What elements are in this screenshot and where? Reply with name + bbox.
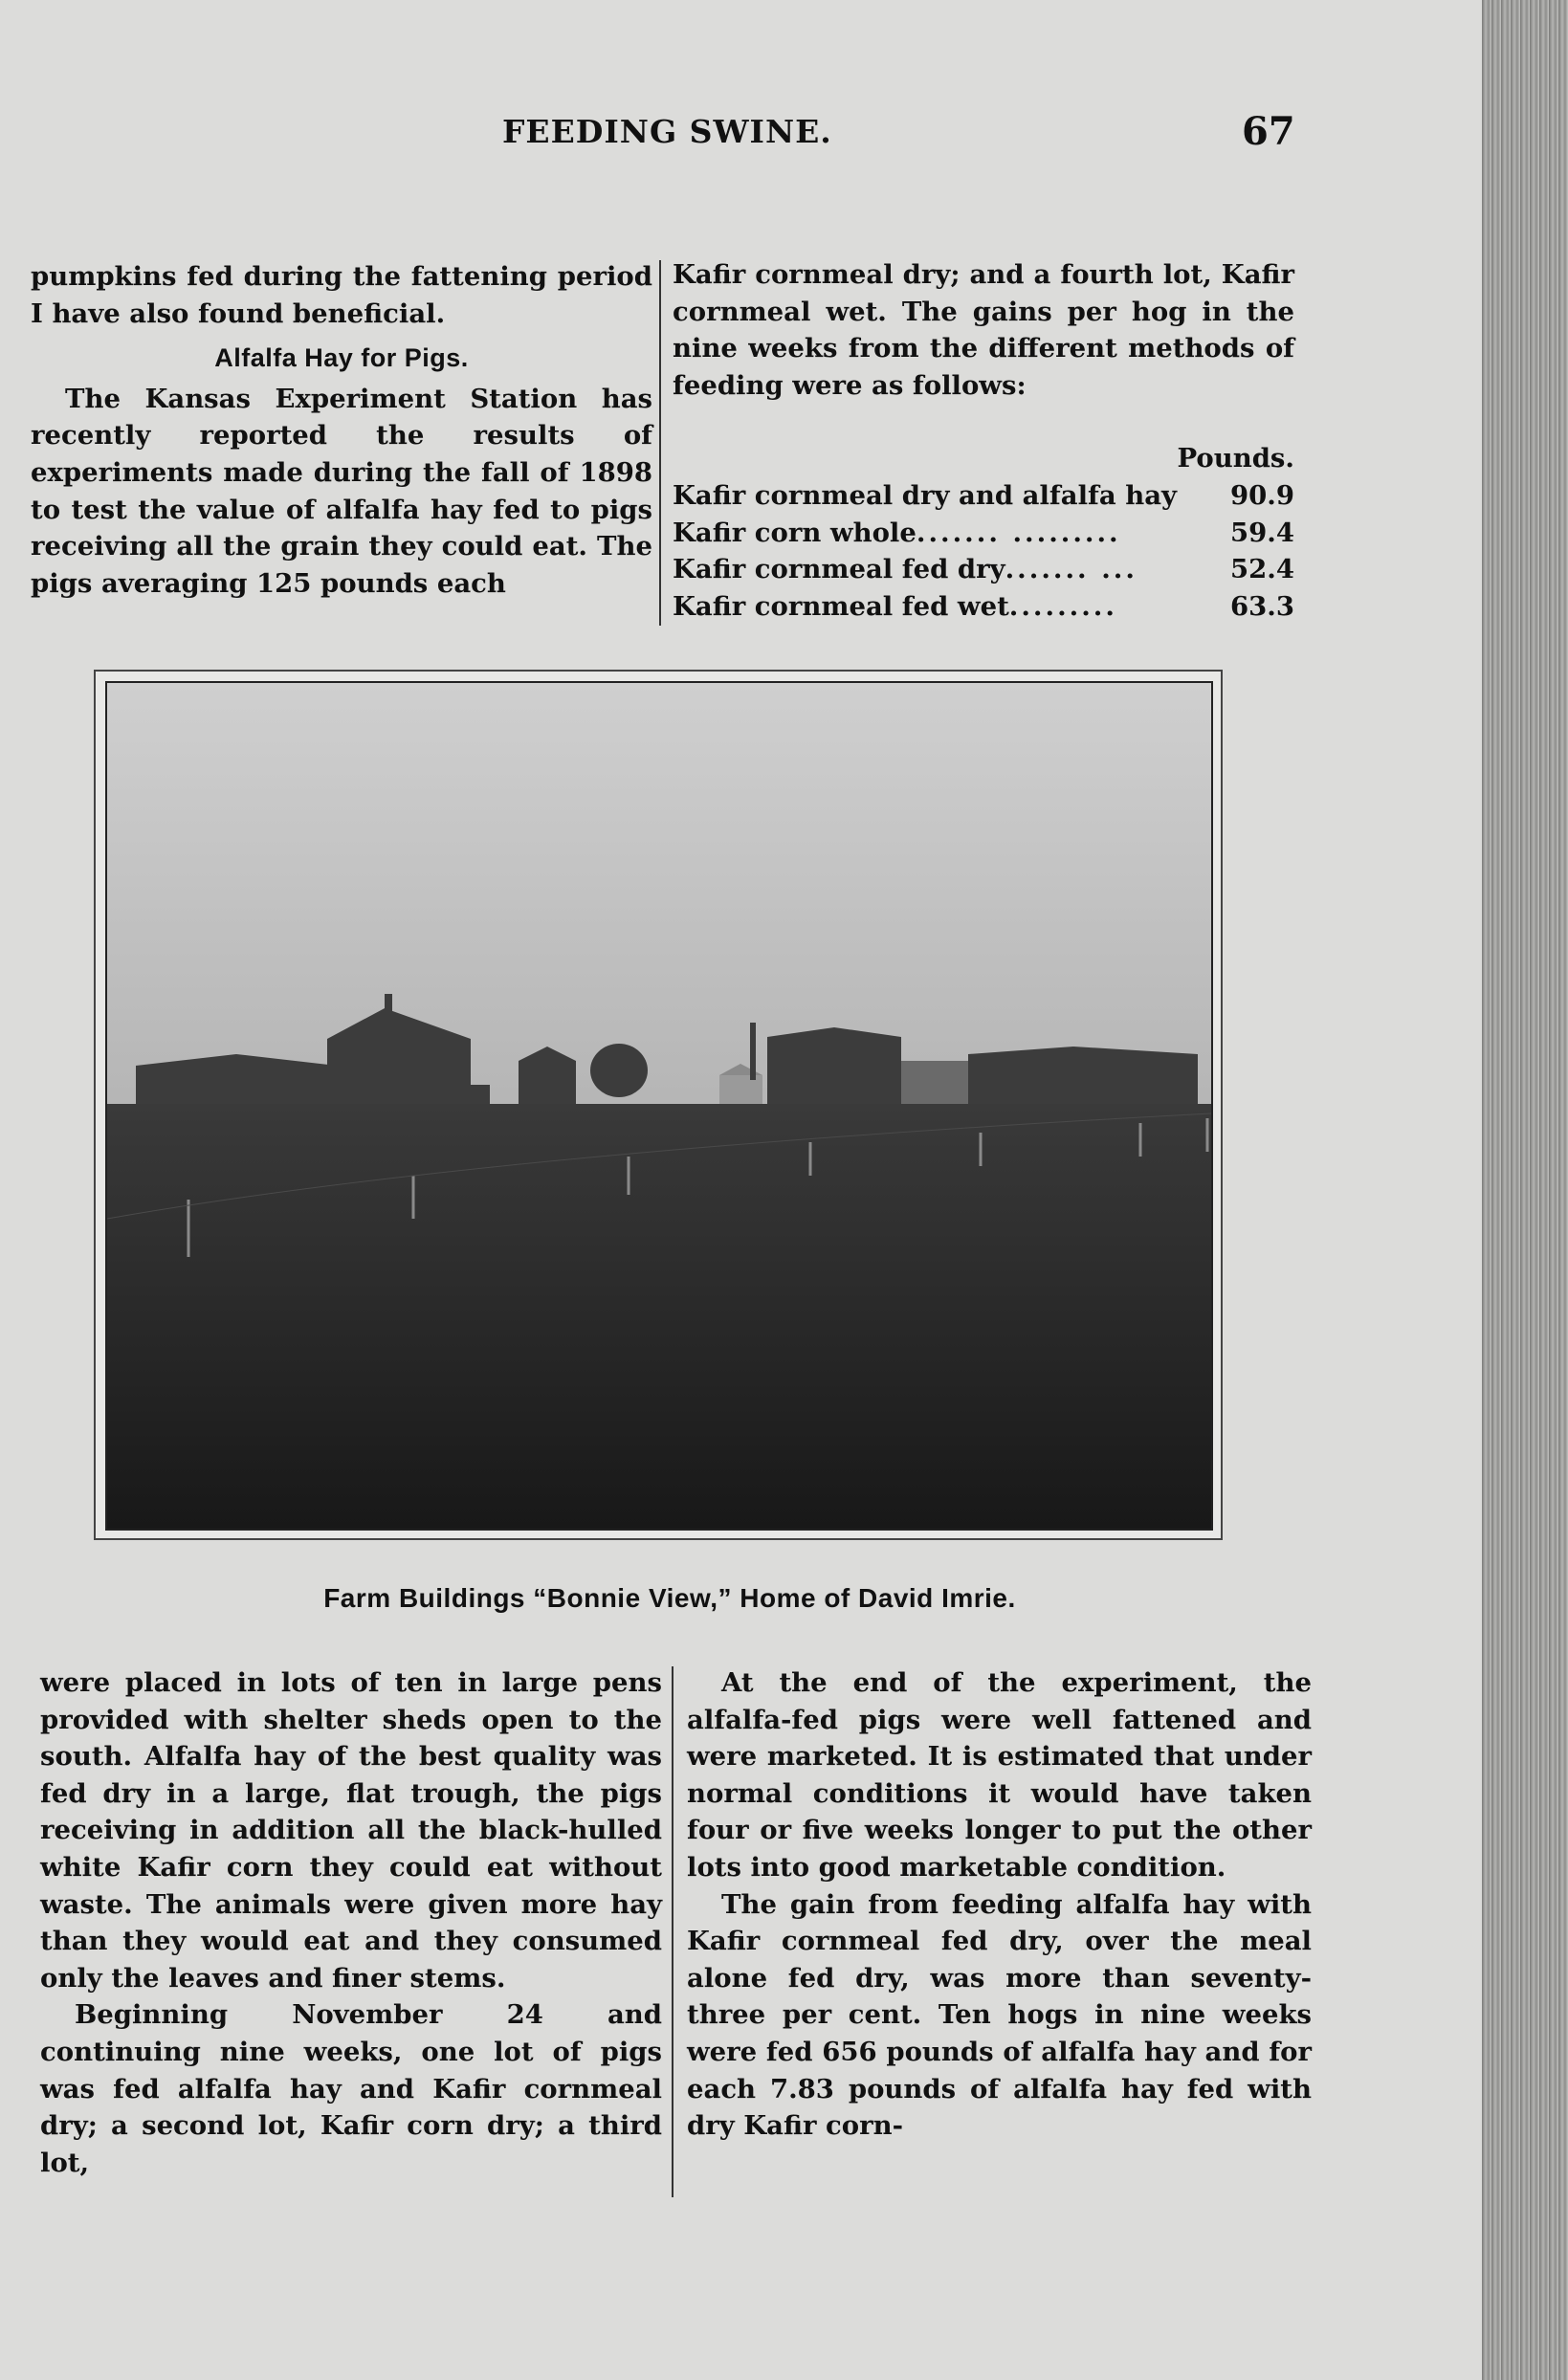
paragraph: At the end of the experiment, the alfalfa-fed pigs were well fattened and were marketed. It is estimated that under normal conditions it would have taken four or five weeks longer to put the other lots into good marketable condition.	[687, 1667, 1312, 1883]
paragraph: The Kansas Experiment Station has recently reported the results of experiments made during the fall of 1898 to test the value of alfalfa hay fed to pigs receiving all the grain they could eat. The pigs averaging 125 pounds each	[31, 383, 652, 599]
table-header: Pounds.	[1177, 443, 1294, 474]
paragraph: pumpkins fed during the fattening period I have also found beneficial.	[31, 261, 652, 329]
row-value: 90.9	[1230, 479, 1294, 511]
paragraph: Beginning November 24 and continuing nine weeks, one lot of pigs was fed alfalfa hay and Kafir cornmeal dry; a second lot, Kafir corn dry; a third lot,	[40, 1999, 662, 2178]
row-label: Kafir cornmeal fed wet	[673, 590, 1009, 622]
bottom-left-column	[40, 1664, 662, 2181]
figure-caption: Farm Buildings “Bonnie View,” Home of David Imrie.	[323, 1583, 1016, 1613]
bottom-right-column	[687, 1664, 1312, 2145]
top-right-column	[673, 256, 1294, 625]
farm-photograph	[105, 681, 1213, 1531]
table-row	[673, 551, 1294, 588]
table-row	[673, 477, 1294, 515]
section-heading: Alfalfa Hay for Pigs.	[214, 343, 469, 373]
paragraph: Kafir cornmeal dry; and a fourth lot, Kafir cornmeal wet. The gains per hog in the nine weeks from the different methods of feeding were as follows:	[673, 259, 1294, 401]
gains-table	[673, 477, 1294, 625]
row-label: Kafir corn whole	[673, 517, 917, 548]
top-left-column	[31, 258, 652, 602]
farm-scene-image	[107, 683, 1211, 1529]
figure-frame	[94, 670, 1223, 1540]
table-row	[673, 515, 1294, 552]
row-label: Kafir cornmeal dry and alfalfa hay	[673, 479, 1178, 511]
row-label: Kafir cornmeal fed dry	[673, 554, 1005, 585]
page-header	[0, 109, 1339, 170]
leader-dots: .........	[1008, 590, 1117, 622]
column-rule	[672, 1666, 674, 2197]
page-number: 67	[1242, 109, 1295, 154]
leader-dots: ....... .........	[916, 517, 1121, 548]
row-value: 63.3	[1230, 590, 1294, 622]
leader-dots	[1177, 477, 1230, 515]
paragraph: The gain from feeding alfalfa hay with Kafir cornmeal fed dry, over the meal alone fed dry, was more than seventy-three per cent. Ten hogs in nine weeks were fed 656 pounds of alfalfa hay and for each 7.83 pounds of alfalfa hay fed with dry Kafir corn-	[687, 1888, 1312, 2142]
row-value: 59.4	[1230, 517, 1294, 548]
book-page-edges	[1482, 0, 1568, 2380]
paragraph: were placed in lots of ten in large pens provided with shelter sheds open to the south. Alfalfa hay of the best quality was fed dry in a large, flat trough, the pigs receiving in addition all the black-hulled white Kafir corn they could eat without waste. The animals were given more hay than they would eat and they consumed only the leaves and finer stems.	[40, 1667, 662, 1994]
row-value: 52.4	[1230, 554, 1294, 585]
running-head: FEEDING SWINE.	[502, 113, 832, 150]
column-rule	[659, 260, 661, 626]
leader-dots: ....... ...	[1005, 554, 1137, 585]
table-row	[673, 588, 1294, 626]
